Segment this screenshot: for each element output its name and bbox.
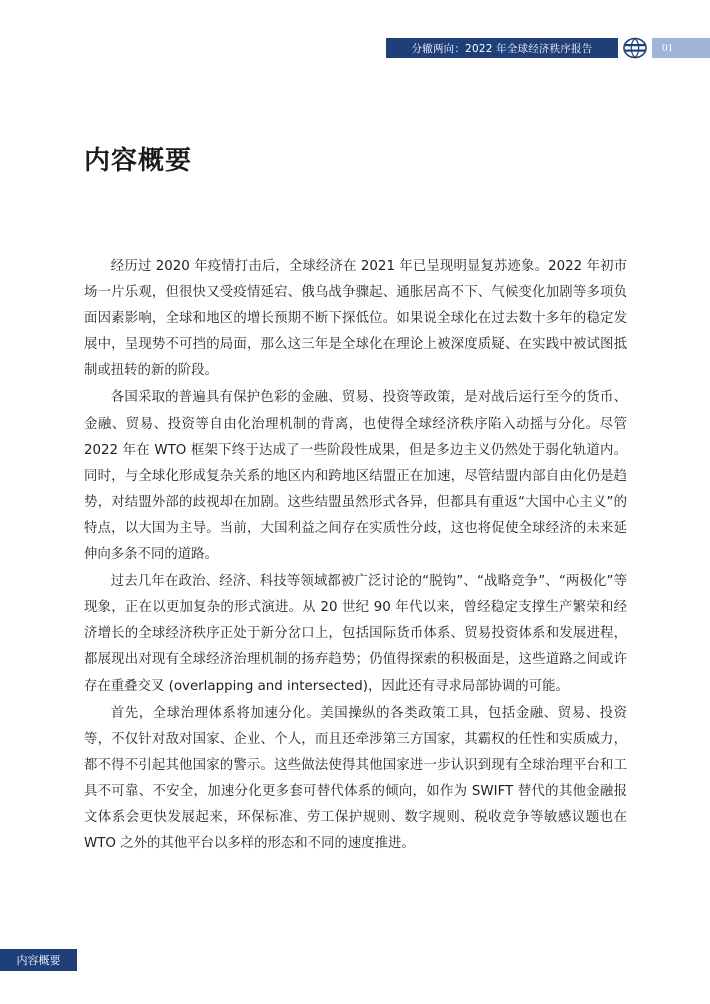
report-title: 分辙两向：2022 年全球经济秩序报告 [411, 42, 593, 55]
page-title: 内容概要 [84, 146, 193, 176]
paragraph: 过去几年在政治、经济、科技等领域都被广泛讨论的“脱钩”、“战略竞争”、“两极化”等现象，正在以更加复杂的形式演进。从 20 世纪 90 年代以来，曾经稳定支撑生产繁荣和经济增长的全球经济秩序正处于新分岔口上，包括国际货币体系、贸易投资体系和发展进程，都展现出对现有全球经济治理机制的扬弃趋势；仍值得探索的积极面是，这些道路之间或许存在重叠交叉 (overlapping and intersected)，因此还有寻求局部协调的可能。 [84, 574, 627, 694]
footer-section-band [0, 949, 77, 971]
paragraph: 首先，全球治理体系将加速分化。美国操纵的各类政策工具，包括金融、贸易、投资等，不仅针对敌对国家、企业、个人，而且还牵涉第三方国家，其霸权的任性和实质威力，都不得不引起其他国家的警示。这些做法使得其他国家进一步认识到现有全球治理平台和工具不可靠、不安全，加速分化更多套可替代体系的倾向，如作为 SWIFT 替代的其他金融报文体系会更快发展起来，环保标准、劳工保护规则、数字规则、税收竞争等敏感议题也在 WTO 之外的其他平台以多样的形态和不同的速度推进。 [84, 705, 627, 852]
paragraph: 各国采取的普遍具有保护色彩的金融、贸易、投资等政策，是对战后运行至今的货币、金融、贸易、投资等自由化治理机制的背离，也使得全球经济秩序陷入动摇与分化。尽管 2022 年在 WTO 框架下终于达成了一些阶段性成果，但是多边主义仍然处于弱化轨道内。同时，与全球化形成复杂关系的地区内和跨地区结盟正在加速，尽管结盟内部自由化仍是趋势，对结盟外部的歧视却在加剧。这些结盟虽然形式各异，但都具有重返“大国中心主义”的特点，以大国为主导。当前，大国利益之间存在实质性分歧，这也将促使全球经济的未来延伸向多条不同的道路。 [84, 390, 627, 563]
header-page-band [652, 38, 710, 58]
summary-body [84, 254, 627, 857]
header-band [386, 38, 618, 58]
globe-logo-icon [622, 37, 648, 59]
page-number: 01 [662, 42, 673, 54]
footer-section-label: 内容概要 [16, 954, 61, 967]
paragraph: 经历过 2020 年疫情打击后，全球经济在 2021 年已呈现明显复苏迹象。2022 年初市场一片乐观，但很快又受疫情延宕、俄乌战争骤起、通胀居高不下、气候变化加剧等多项负面因素影响，全球和地区的增长预期不断下探低位。如果说全球化在过去数十多年的稳定发展中，呈现势不可挡的局面，那么这三年是全球化在理论上被深度质疑、在实践中被试图抵制或扭转的新的阶段。 [84, 259, 627, 379]
